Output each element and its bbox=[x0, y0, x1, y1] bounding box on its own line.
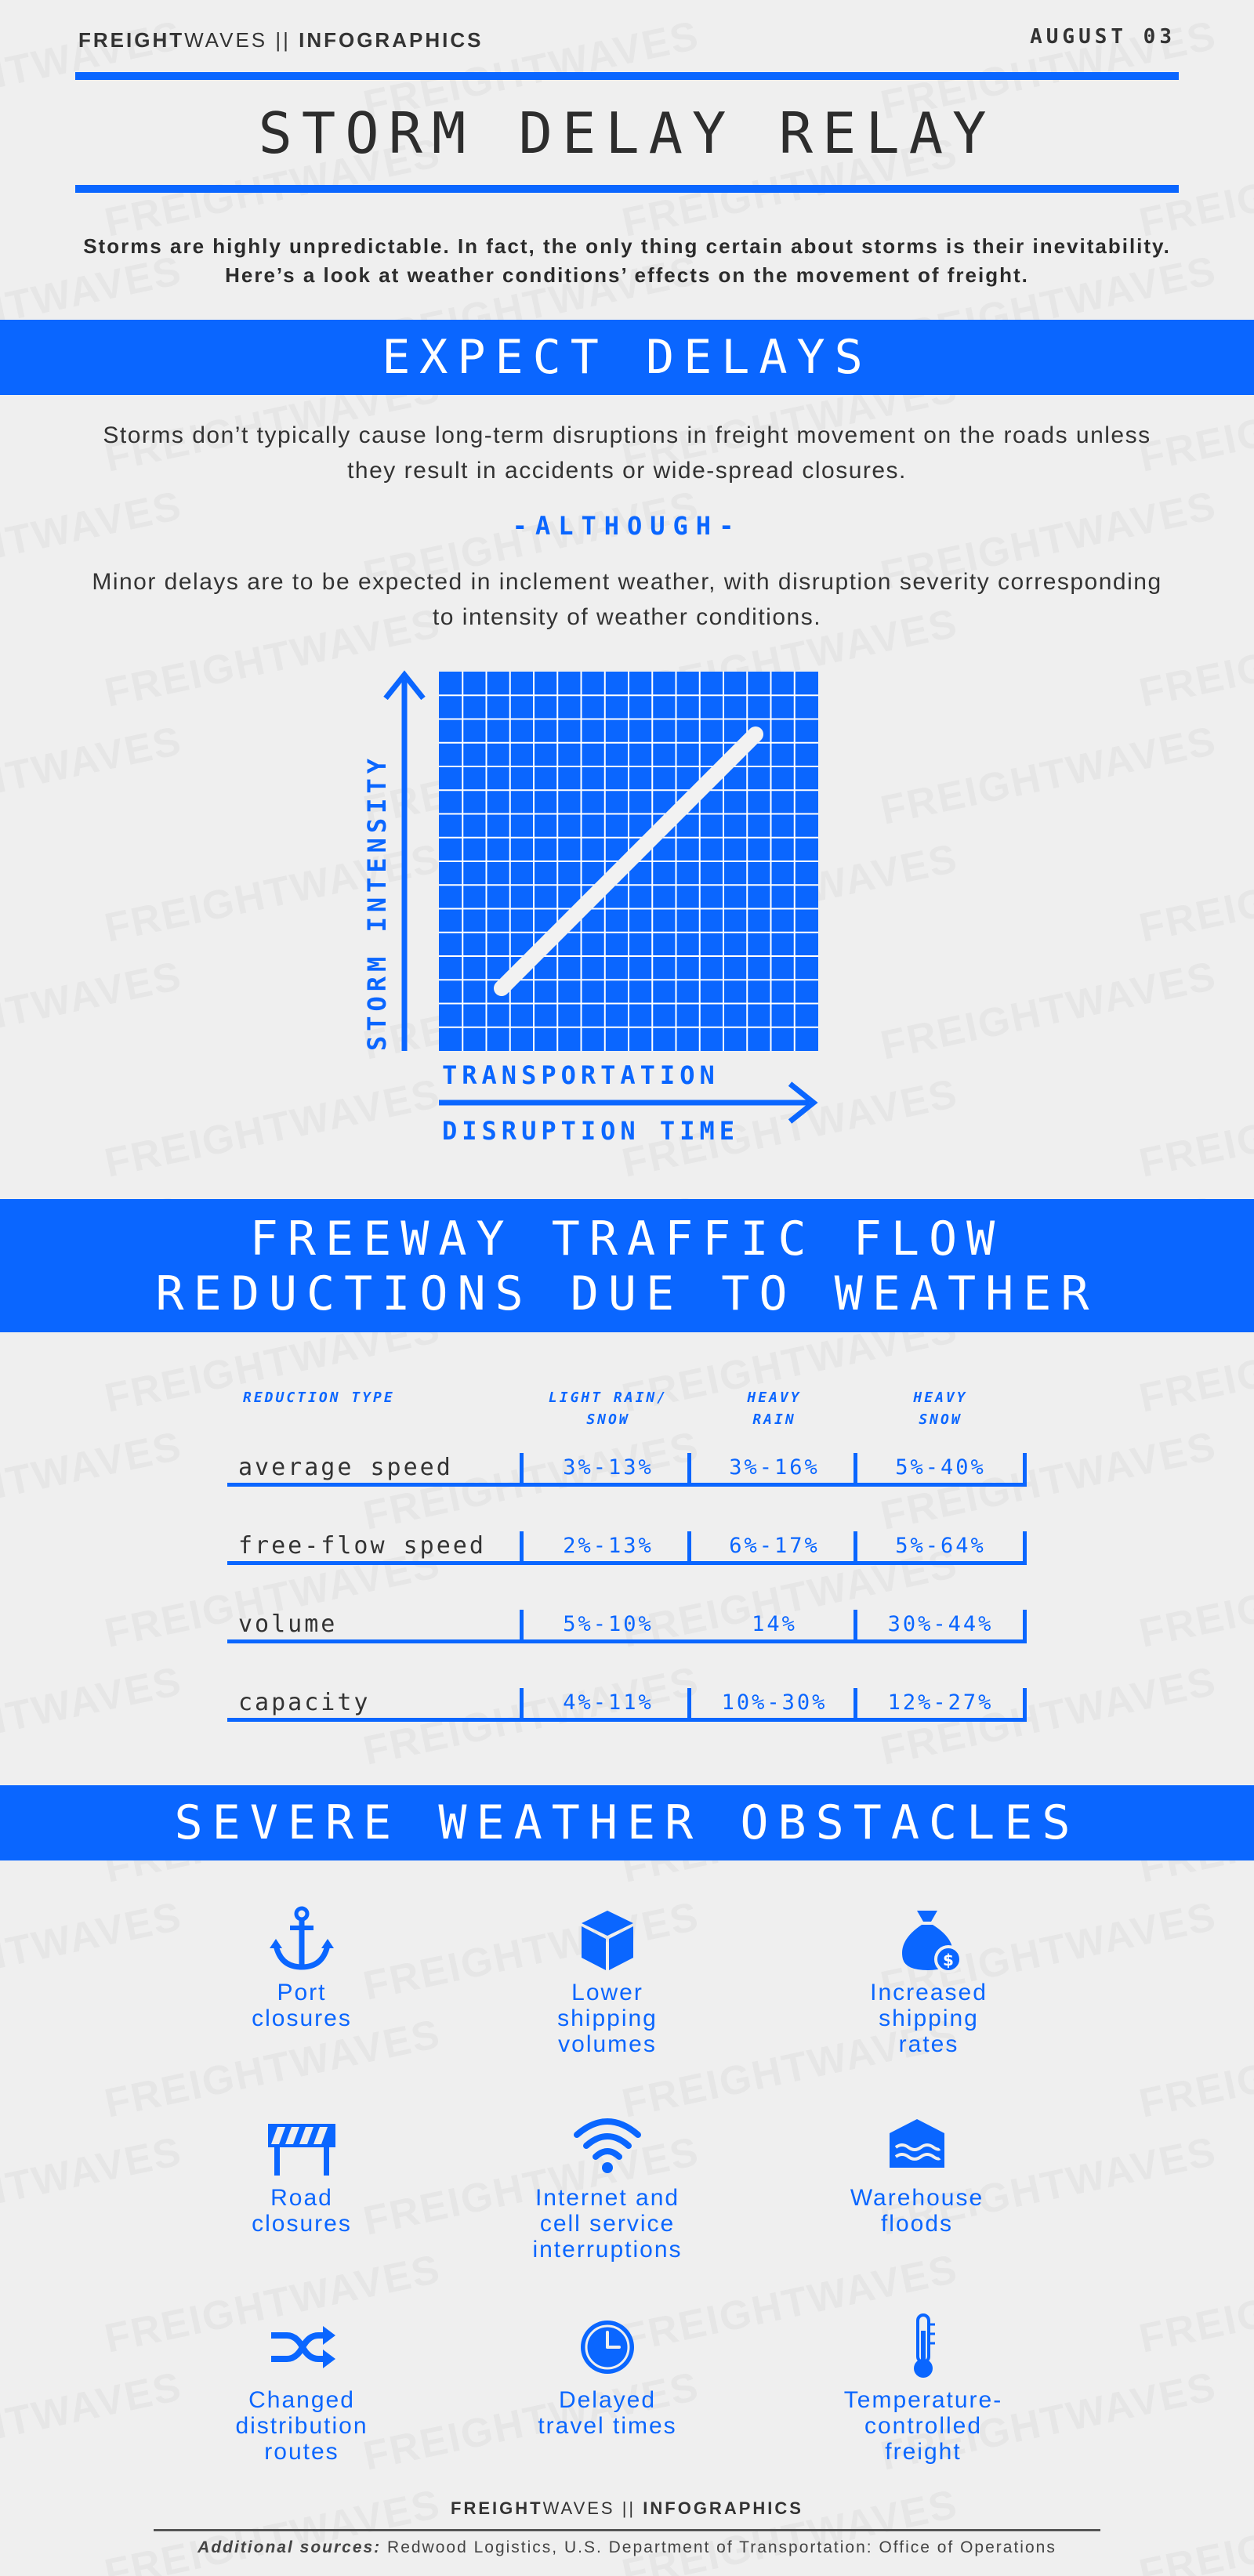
watermark-text bbox=[1136, 2480, 1254, 2576]
cell-rain: 6%-17% bbox=[729, 1534, 820, 1558]
box-icon bbox=[572, 1904, 643, 1975]
cell-divider bbox=[1023, 1610, 1027, 1639]
obstacle-warehouse-floods bbox=[776, 2110, 1058, 2237]
cell-snow: 5%-64% bbox=[895, 1534, 986, 1558]
obstacles-banner bbox=[0, 1785, 1254, 1860]
header-date: AUGUST 03 bbox=[1030, 25, 1176, 49]
obstacle-increased-rates bbox=[788, 1904, 1070, 2057]
watermark-text bbox=[0, 1658, 187, 1774]
header-brand bbox=[78, 28, 483, 53]
traffic-heading-line2: REDUCTIONS DUE TO WEATHER bbox=[155, 1266, 1099, 1321]
brand-light: WAVES bbox=[184, 28, 268, 52]
cell-light: 4%-11% bbox=[563, 1690, 654, 1715]
obstacle-label: Port closures bbox=[252, 1980, 352, 2031]
svg-text:$: $ bbox=[943, 1951, 954, 1969]
footer-brand-strong: FREIGHT bbox=[451, 2498, 543, 2518]
cell-snow: 30%-44% bbox=[887, 1612, 994, 1636]
footer-brand-light: WAVES bbox=[542, 2498, 615, 2518]
cell-divider bbox=[520, 1531, 524, 1561]
watermark-text bbox=[1136, 2010, 1254, 2127]
cell-divider bbox=[1023, 1453, 1027, 1483]
obstacle-label: Lower shipping volumes bbox=[557, 1980, 658, 2057]
obstacles-heading: SEVERE WEATHER OBSTACLES bbox=[174, 1795, 1080, 1850]
warehouse-flood-icon bbox=[882, 2110, 952, 2180]
footer-brand-separator: || bbox=[614, 2498, 643, 2518]
obstacle-label: Warehouse floods bbox=[850, 2185, 984, 2237]
obstacle-label: Changed distribution routes bbox=[235, 2387, 368, 2465]
row-label: volume bbox=[238, 1610, 338, 1638]
cell-snow: 12%-27% bbox=[887, 1690, 994, 1715]
obstacle-road-closures bbox=[161, 2110, 443, 2237]
watermark-text bbox=[877, 952, 1221, 1069]
table-row bbox=[227, 1528, 1027, 1565]
x-axis-label-line2: DISRUPTION TIME bbox=[442, 1116, 739, 1146]
footer-brand bbox=[0, 2498, 1254, 2519]
thermometer-icon bbox=[888, 2312, 959, 2382]
col-header-rain-line1: HEAVY bbox=[747, 1389, 802, 1406]
expect-delays-para2: Minor delays are to be expected in inclement weather, with disruption severity corresponding to intensity of weather conditions. bbox=[92, 569, 1162, 630]
clock-icon bbox=[572, 2312, 643, 2382]
col-header-snow bbox=[857, 1387, 1024, 1431]
cell-snow: 5%-40% bbox=[895, 1455, 986, 1480]
footer-brand-section: INFOGRAPHICS bbox=[643, 2498, 803, 2518]
traffic-heading-line1: FREEWAY TRAFFIC FLOW bbox=[249, 1212, 1005, 1266]
obstacle-changed-routes bbox=[161, 2312, 443, 2465]
obstacle-label: Delayed travel times bbox=[538, 2387, 677, 2439]
watermark-text bbox=[0, 1422, 187, 1539]
sources-label: Additional sources: bbox=[198, 2538, 382, 2556]
watermark-text bbox=[0, 1893, 187, 2009]
obstacle-label: Internet and cell service interruptions bbox=[532, 2185, 683, 2263]
watermark-text bbox=[0, 952, 187, 1069]
cell-rain: 10%-30% bbox=[721, 1690, 828, 1715]
obstacle-label: Road closures bbox=[252, 2185, 352, 2237]
table-row bbox=[227, 1607, 1027, 1643]
obstacle-temperature-freight bbox=[782, 2312, 1064, 2465]
shuffle-icon bbox=[266, 2312, 337, 2382]
brand-section: INFOGRAPHICS bbox=[299, 28, 484, 52]
brand-separator: || bbox=[267, 28, 299, 52]
intensity-disruption-graph bbox=[345, 662, 846, 1148]
table-row bbox=[227, 1450, 1027, 1487]
col-header-light-line1: LIGHT RAIN/ bbox=[548, 1389, 669, 1406]
col-header-light bbox=[525, 1387, 691, 1431]
watermark-text bbox=[1136, 835, 1254, 951]
footer-rule bbox=[154, 2529, 1100, 2531]
expect-delays-heading: EXPECT DELAYS bbox=[382, 330, 872, 385]
watermark-text bbox=[877, 717, 1221, 834]
obstacle-port-closures bbox=[161, 1904, 443, 2031]
cell-light: 2%-13% bbox=[563, 1534, 654, 1558]
title-rule-bottom bbox=[75, 185, 1179, 193]
obstacle-lower-volumes bbox=[466, 1904, 748, 2057]
anchor-icon bbox=[266, 1904, 337, 1975]
sources-text: Redwood Logistics, U.S. Department of Transportation: Office of Operations bbox=[381, 2538, 1056, 2556]
although-label: -ALTHOUGH- bbox=[512, 511, 742, 541]
obstacle-internet-interruptions bbox=[466, 2110, 748, 2263]
cell-divider bbox=[1023, 1688, 1027, 1718]
row-label: average speed bbox=[238, 1454, 453, 1481]
row-label: free-flow speed bbox=[238, 1532, 486, 1560]
col-header-light-line2: SNOW bbox=[586, 1411, 630, 1428]
col-header-type: REDUCTION TYPE bbox=[243, 1389, 395, 1406]
col-header-rain bbox=[691, 1387, 857, 1431]
watermark-text bbox=[0, 2363, 187, 2480]
table-row bbox=[227, 1685, 1027, 1722]
obstacle-delayed-travel bbox=[466, 2312, 748, 2439]
cell-divider bbox=[520, 1688, 524, 1718]
road-barrier-icon bbox=[266, 2110, 337, 2180]
cell-divider bbox=[1023, 1531, 1027, 1561]
obstacle-label: Temperature- controlled freight bbox=[843, 2387, 1003, 2465]
intro-text: Storms are highly unpredictable. In fact, the only thing certain about storms is their inevitability. Here’s a look at weather conditions’ effects on the movement of freight. bbox=[83, 234, 1171, 287]
money-bag-icon bbox=[893, 1904, 964, 1975]
col-header-snow-line2: SNOW bbox=[919, 1411, 962, 1428]
traffic-banner bbox=[0, 1199, 1254, 1332]
col-header-snow-line1: HEAVY bbox=[913, 1389, 968, 1406]
cell-divider bbox=[520, 1610, 524, 1639]
watermark-text bbox=[1136, 1540, 1254, 1657]
watermark-text bbox=[1136, 1070, 1254, 1187]
x-axis-label-line1: TRANSPORTATION bbox=[442, 1060, 719, 1090]
col-header-rain-line2: RAIN bbox=[752, 1411, 796, 1428]
expect-delays-banner bbox=[0, 320, 1254, 395]
watermark-text bbox=[0, 2128, 187, 2244]
title-rule-top bbox=[75, 72, 1179, 80]
expect-delays-para1: Storms don’t typically cause long-term disruptions in freight movement on the roads unless they result in accidents or wide-spread closures. bbox=[103, 422, 1151, 484]
cell-light: 3%-13% bbox=[563, 1455, 654, 1480]
wifi-icon bbox=[572, 2110, 643, 2180]
y-axis-label: STORM INTENSITY bbox=[362, 754, 392, 1051]
page-title: STORM DELAY RELAY bbox=[258, 100, 996, 166]
cell-light: 5%-10% bbox=[563, 1612, 654, 1636]
sources-line bbox=[0, 2538, 1254, 2557]
obstacle-label: Increased shipping rates bbox=[870, 1980, 988, 2057]
row-label: capacity bbox=[238, 1689, 371, 1716]
watermark-text bbox=[1136, 2245, 1254, 2362]
cell-divider bbox=[520, 1453, 524, 1483]
brand-strong: FREIGHT bbox=[78, 28, 185, 52]
cell-rain: 14% bbox=[752, 1612, 797, 1636]
cell-rain: 3%-16% bbox=[729, 1455, 820, 1480]
watermark-text bbox=[0, 717, 187, 834]
